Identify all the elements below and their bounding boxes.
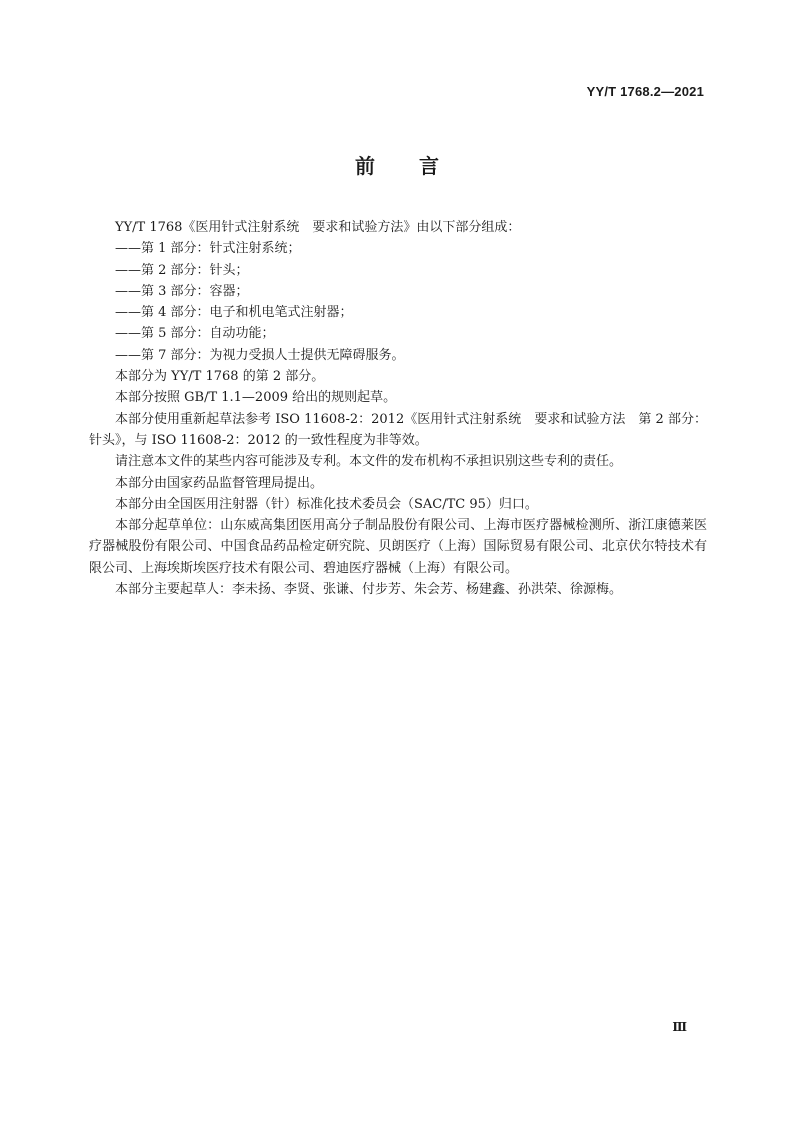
- paragraph-drafting-rules: 本部分按照 GB/T 1.1—2009 给出的规则起草。: [115, 390, 397, 406]
- list-item-part-7: ——第 7 部分：为视力受损人士提供无障碍服务。: [115, 347, 405, 363]
- list-item-part-2: ——第 2 部分：针头；: [115, 262, 249, 278]
- paragraph-centralized-by: 本部分由全国医用注射器（针）标准化技术委员会（SAC/TC 95）归口。: [115, 496, 538, 512]
- paragraph-intro: YY/T 1768《医用针式注射系统 要求和试验方法》由以下部分组成：: [115, 220, 521, 235]
- paragraph-drafting-units: 本部分起草单位：山东威高集团医用高分子制品股份有限公司、上海市医疗器械检测所、浙江康德莱医疗器械股份有限公司、中国食品药品检定研究院、贝朗医疗（上海）国际贸易有限公司、北京伏尔特技术有限公司、上海埃斯埃医疗技术有限公司、碧迪医疗器械（上海）有限公司。: [89, 518, 707, 576]
- foreword-body: [89, 217, 707, 600]
- list-item-part-1: ——第 1 部分：针式注射系统；: [115, 241, 301, 257]
- list-item-part-4: ——第 4 部分：电子和机电笔式注射器；: [115, 305, 353, 321]
- page-title: 前言: [355, 154, 483, 178]
- page-number: Ⅲ: [672, 1020, 687, 1034]
- paragraph-part-statement: 本部分为 YY/T 1768 的第 2 部分。: [115, 369, 325, 385]
- list-item-part-3: ——第 3 部分：容器；: [115, 283, 249, 299]
- list-item-part-5: ——第 5 部分：自动功能；: [115, 326, 275, 342]
- paragraph-patent-notice: 请注意本文件的某些内容可能涉及专利。本文件的发布机构不承担识别这些专利的责任。: [115, 454, 623, 470]
- standard-code: YY/T 1768.2—2021: [586, 84, 704, 99]
- paragraph-iso-reference: 本部分使用重新起草法参考 ISO 11608-2：2012《医用针式注射系统 要求和试验方法 第 2 部分：针头》，与 ISO 11608-2：2012 的一致性程度为非等效。: [89, 411, 707, 448]
- paragraph-drafters: 本部分主要起草人：李未扬、李贤、张谦、付步芳、朱会芳、杨建鑫、孙洪荣、徐源梅。: [115, 582, 623, 598]
- paragraph-proposed-by: 本部分由国家药品监督管理局提出。: [115, 475, 324, 491]
